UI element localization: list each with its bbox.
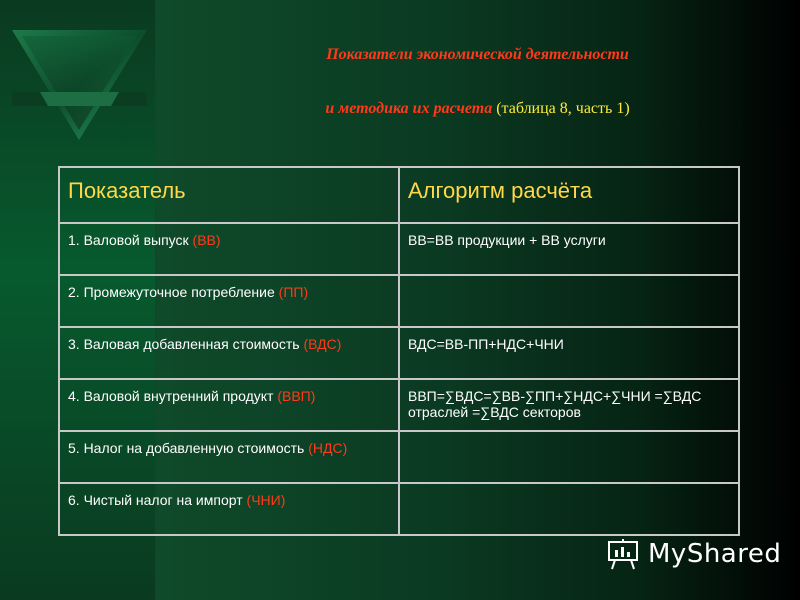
indicator-cell [59, 223, 399, 275]
algorithm-cell [399, 483, 739, 535]
table-header-row [59, 167, 739, 223]
slide-title-line2 [155, 100, 800, 118]
indicator-name: 1. Валовой выпуск [68, 232, 189, 248]
presentation-board-icon [606, 537, 640, 571]
indicator-name: 2. Промежуточное потребление [68, 284, 275, 300]
indicator-cell [59, 275, 399, 327]
indicator-abbr: (ЧНИ) [246, 492, 286, 508]
algorithm-cell: ВВ=ВВ продукции + ВВ услуги [399, 223, 739, 275]
indicator-abbr: (ВДС) [303, 336, 342, 352]
indicator-name: 6. Чистый налог на импорт [68, 492, 243, 508]
indicator-abbr: (ПП) [278, 284, 309, 300]
slide-title-line2-suffix: (таблица 8, часть 1) [496, 100, 630, 117]
indicator-name: 3. Валовая добавленная стоимость [68, 336, 300, 352]
table-row [59, 327, 739, 379]
table-row [59, 223, 739, 275]
algorithm-cell [399, 275, 739, 327]
header-algorithm: Алгоритм расчёта [399, 167, 739, 223]
table-row [59, 275, 739, 327]
indicator-abbr: (ВВ) [192, 232, 221, 248]
table-row [59, 379, 739, 431]
algorithm-cell: ВВП=∑ВДС=∑ВВ-∑ПП+∑НДС+∑ЧНИ =∑ВДС отраслей =∑ВДС секторов [399, 379, 739, 431]
indicator-name: 4. Валовой внутренний продукт [68, 388, 274, 404]
slide-title-line2-main: и методика их расчета [325, 100, 493, 117]
indicator-cell [59, 483, 399, 535]
triangle-logo-icon [12, 30, 147, 140]
table-row [59, 431, 739, 483]
indicator-name: 5. Налог на добавленную стоимость [68, 440, 305, 456]
algorithm-cell: ВДС=ВВ-ПП+НДС+ЧНИ [399, 327, 739, 379]
indicator-cell [59, 379, 399, 431]
watermark-text: MyShared [648, 539, 782, 569]
header-indicator: Показатель [59, 167, 399, 223]
indicator-abbr: (НДС) [308, 440, 348, 456]
indicator-abbr: (ВВП) [277, 388, 316, 404]
indicator-cell [59, 431, 399, 483]
table-row [59, 483, 739, 535]
indicator-cell [59, 327, 399, 379]
algorithm-cell [399, 431, 739, 483]
slide-title-line1: Показатели экономической деятельности [326, 46, 629, 63]
indicators-table [58, 166, 740, 536]
watermark[interactable] [606, 534, 786, 574]
